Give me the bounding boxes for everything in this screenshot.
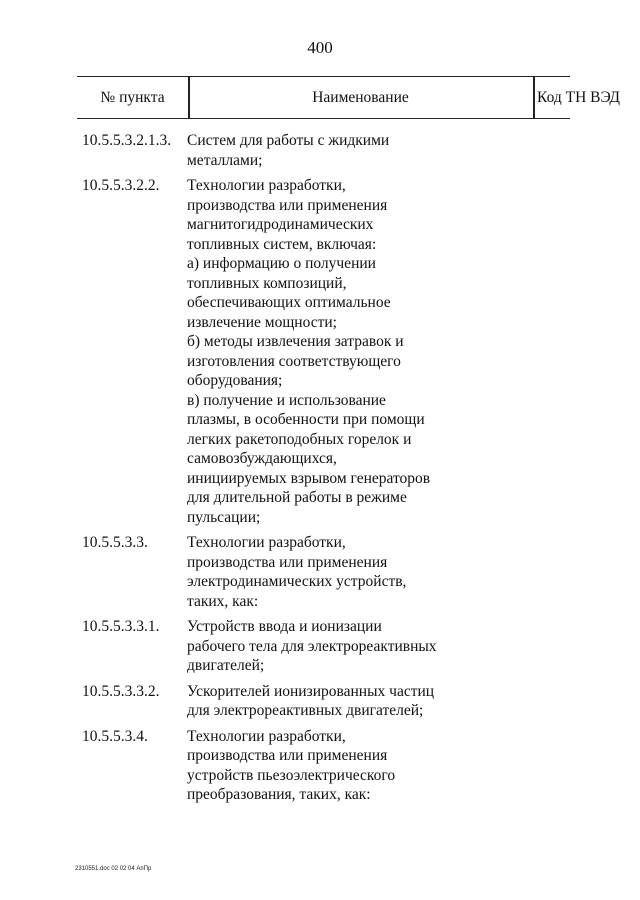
item-name-line: рабочего тела для электрореактивных	[187, 637, 437, 655]
item-name-line: инициируемых взрывом генераторов	[187, 469, 431, 487]
item-name	[187, 533, 467, 611]
list-item	[0, 727, 640, 805]
item-number: 10.5.5.3.3.2.	[82, 682, 160, 700]
item-name-line: б) методы извлечения затравок и	[187, 333, 404, 350]
item-number: 10.5.5.3.3.1.	[82, 618, 160, 635]
item-name	[187, 176, 467, 527]
item-name-line: производства или применения	[187, 196, 388, 214]
item-name-line: двигателей;	[187, 657, 265, 674]
header-name-column: Наименование	[312, 89, 409, 106]
item-name-line: электродинамических устройств,	[187, 573, 407, 590]
item-name-line: изготовления соответствующего	[187, 352, 401, 370]
item-name-line: таких, как:	[187, 592, 259, 610]
item-name-line: топливных систем, включая:	[187, 235, 377, 253]
item-name-line: плазмы, в особенности при помощи	[187, 411, 425, 428]
item-name-line: легких ракетоподобных горелок и	[187, 430, 412, 448]
header-number-column: № пункта	[100, 89, 165, 106]
footer-note: 2310551.doc 02 02 04 АпПр	[75, 866, 152, 872]
item-name-line: металлами;	[187, 151, 263, 169]
item-name-line: в) получение и использование	[187, 391, 386, 409]
item-name-line: Устройств ввода и ионизации	[187, 618, 382, 635]
item-name	[187, 682, 467, 721]
page-number: 400	[307, 38, 333, 57]
item-name-line: производства или применения	[187, 553, 388, 571]
list-item	[0, 533, 640, 611]
item-number: 10.5.5.3.4.	[82, 727, 148, 745]
item-name-line: Технологии разработки,	[187, 727, 346, 745]
item-name-line: самовозбуждающихся,	[187, 450, 337, 467]
item-name	[187, 727, 467, 805]
table-header	[77, 76, 621, 119]
item-name-line: а) информацию о получении	[187, 255, 376, 272]
header-divider	[533, 77, 535, 118]
header-code-column: Код ТН ВЭД	[537, 89, 621, 106]
list-item	[0, 176, 640, 527]
item-name-line: магнитогидродинамических	[187, 216, 374, 233]
list-item	[0, 131, 640, 170]
item-name	[187, 617, 467, 676]
item-name	[187, 131, 467, 170]
item-name-line: производства или применения	[187, 747, 388, 764]
item-name-line: извлечение мощности;	[187, 313, 337, 331]
entries-list	[0, 131, 640, 811]
item-name-line: для электрореактивных двигателей;	[187, 702, 424, 719]
item-name-line: преобразования, таких, как:	[187, 786, 371, 803]
item-number: 10.5.5.3.2.2.	[82, 177, 160, 194]
item-name-line: для длительной работы в режиме	[187, 489, 407, 506]
item-name-line: обеспечивающих оптимальное	[187, 294, 391, 311]
item-name-line: пульсации;	[187, 508, 261, 526]
item-name-line: Технологии разработки,	[187, 177, 346, 194]
item-name-line: устройств пьезоэлектрического	[187, 766, 396, 784]
item-name-line: Систем для работы с жидкими	[187, 132, 390, 149]
item-number: 10.5.5.3.2.1.3.	[82, 132, 172, 149]
list-item	[0, 617, 640, 676]
list-item	[0, 682, 640, 721]
item-name-line: Технологии разработки,	[187, 534, 346, 551]
item-name-line: Ускорителей ионизированных частиц	[187, 682, 435, 700]
item-number: 10.5.5.3.3.	[82, 534, 148, 551]
item-name-line: топливных композиций,	[187, 274, 347, 292]
item-name-line: оборудования;	[187, 372, 283, 389]
